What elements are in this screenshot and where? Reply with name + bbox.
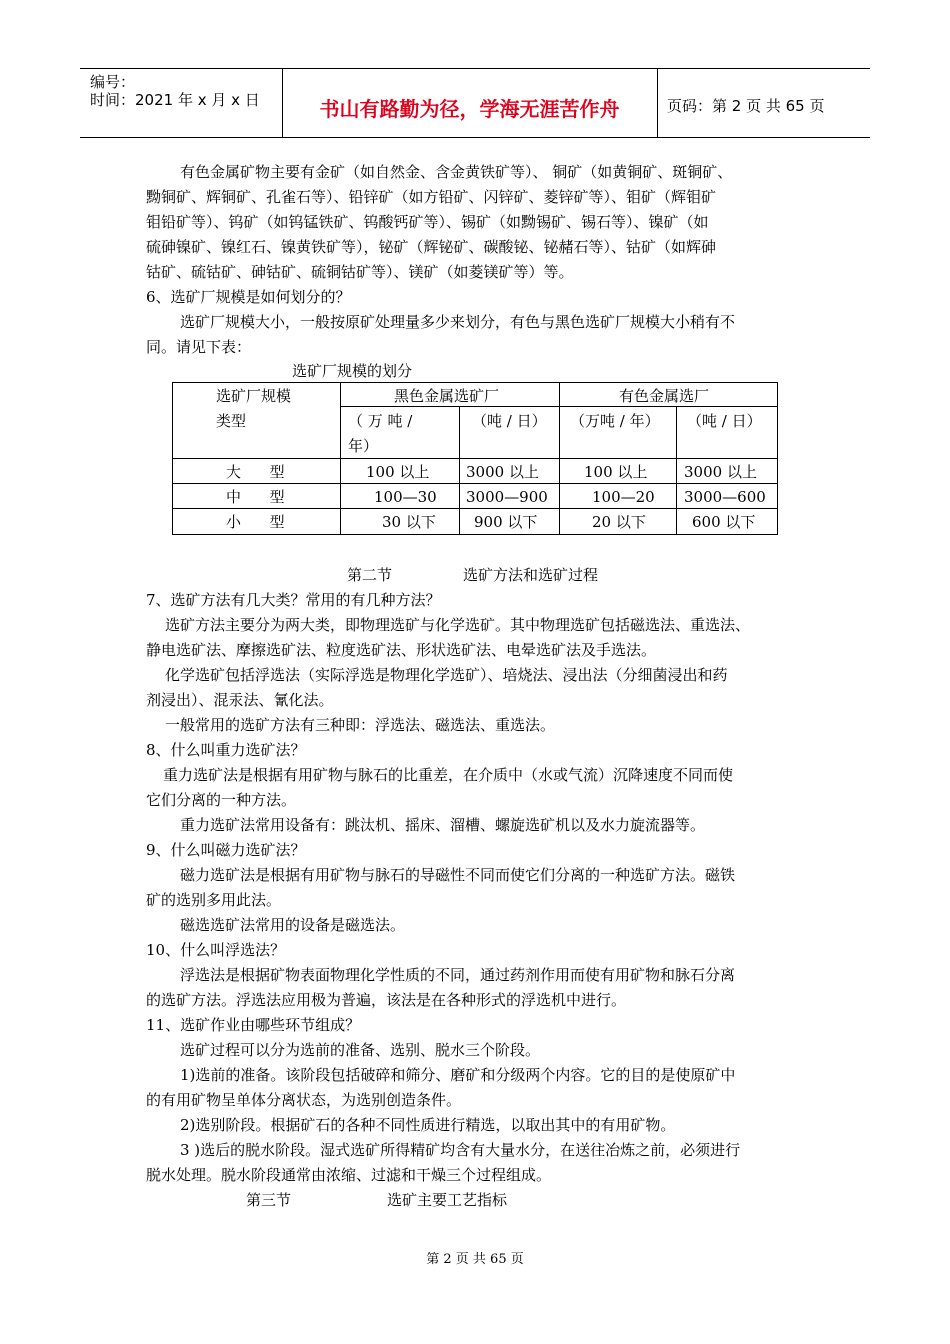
body-line: 硫砷镍矿、镍红石、镍黄铁矿等），铋矿（辉铋矿、碳酸铋、铋赭石等）、钴矿（如辉砷	[146, 238, 717, 256]
table-cell: 600 以下	[692, 513, 756, 531]
header-divider	[657, 69, 658, 137]
body-line: 的选矿方法。浮选法应用极为普遍，该法是在各种形式的浮选机中进行。	[146, 991, 627, 1009]
table-cell: 900 以下	[474, 513, 538, 531]
table-rule	[559, 382, 560, 535]
body-line: 它们分离的一种方法。	[146, 791, 297, 809]
page-header	[80, 68, 870, 138]
body-line: 剂浸出）、混汞法、氰化法。	[146, 691, 334, 709]
body-line: 1)选前的准备。该阶段包括破碎和筛分、磨矿和分级两个内容。它的目的是使原矿中	[180, 1066, 736, 1084]
table-rule	[172, 458, 778, 459]
table-header-type: 选矿厂规模	[216, 387, 292, 405]
body-line: 选矿方法主要分为两大类，即物理选矿与化学选矿。其中物理选矿包括磁选法、重选法、	[165, 616, 751, 634]
body-line: 钼铅矿等）、钨矿（如钨锰铁矿、钨酸钙矿等）、锡矿（如黝锡矿、锡石等）、镍矿（如	[146, 213, 709, 231]
body-line: 矿的选别多用此法。	[146, 891, 282, 909]
question-heading: 11、选矿作业由哪些环节组成？	[146, 1016, 361, 1034]
table-cell-type: 中 型	[226, 488, 285, 506]
body-line: 化学选矿包括浮选法（实际浮选是物理化学选矿）、培烧法、浸出法（分细菌浸出和药	[165, 666, 728, 684]
body-line: 浮选法是根据矿物表面物理化学性质的不同，通过药剂作用而使有用矿物和脉石分离	[180, 966, 736, 984]
table-rule	[172, 534, 778, 535]
table-unit: （ 万 吨 /	[348, 412, 413, 430]
table-unit: 年）	[348, 437, 379, 455]
section-number: 第三节	[246, 1191, 292, 1209]
table-cell: 100 以上	[584, 463, 648, 481]
table-rule	[459, 406, 460, 535]
body-line: 3 )选后的脱水阶段。湿式选矿所得精矿均含有大量水分，在送往冶炼之前，必须进行	[180, 1141, 741, 1159]
doc-time: 时间：2021 年 x 月 x 日	[90, 91, 260, 109]
body-line: 同。请见下表：	[146, 338, 252, 356]
body-line: 重力选矿法是根据有用矿物与脉石的比重差，在介质中（水或气流）沉降速度不同而使	[163, 766, 734, 784]
table-caption: 选矿厂规模的划分	[292, 362, 413, 380]
table-rule	[777, 382, 778, 535]
doc-code-label: 编号：	[90, 73, 136, 91]
question-heading: 6、选矿厂规模是如何划分的？	[146, 288, 351, 306]
header-motto: 书山有路勤为径，学海无涯苦作舟	[319, 97, 620, 121]
body-line: 黝铜矿、辉铜矿、孔雀石等）、铅锌矿（如方铅矿、闪锌矿、菱锌矿等）、钼矿（辉钼矿	[146, 188, 717, 206]
table-header-type: 类型	[216, 412, 247, 430]
body-line: 重力选矿法常用设备有：跳汰机、摇床、溜槽、螺旋选矿机以及水力旋流器等。	[180, 816, 706, 834]
body-line: 的有用矿物呈单体分离状态，为选别创造条件。	[146, 1091, 462, 1109]
header-page-info: 页码：第 2 页 共 65 页	[667, 97, 825, 115]
body-line: 一般常用的选矿方法有三种即：浮选法、磁选法、重选法。	[165, 716, 556, 734]
question-heading: 7、选矿方法有几大类？常用的有几种方法？	[146, 591, 441, 609]
section-number: 第二节	[347, 566, 393, 584]
table-cell: 3000—600	[684, 488, 766, 506]
table-cell-type: 小 型	[226, 513, 285, 531]
page-footer: 第 2 页 共 65 页	[426, 1252, 524, 1267]
table-cell: 100—20	[592, 488, 655, 506]
table-cell: 100—30	[374, 488, 437, 506]
table-rule	[340, 382, 341, 535]
table-unit: （吨 / 日）	[687, 412, 762, 430]
table-rule	[172, 382, 778, 383]
table-cell: 3000 以上	[684, 463, 757, 481]
body-line: 选矿厂规模大小，一般按原矿处理量多少来划分，有色与黑色选矿厂规模大小稍有不	[180, 313, 736, 331]
body-line: 选矿过程可以分为选前的准备、选别、脱水三个阶段。	[180, 1041, 541, 1059]
question-heading: 9、什么叫磁力选矿法？	[146, 841, 306, 859]
table-cell: 3000 以上	[466, 463, 539, 481]
body-line: 钴矿、硫钴矿、砷钴矿、硫铜钴矿等）、镁矿（如菱镁矿等）等。	[146, 263, 574, 281]
table-cell: 100 以上	[366, 463, 430, 481]
table-cell-type: 大 型	[226, 463, 285, 481]
body-line: 磁选选矿法常用的设备是磁选法。	[180, 916, 406, 934]
scale-table	[172, 382, 778, 535]
table-rule	[676, 406, 677, 535]
section-title: 选矿主要工艺指标	[387, 1191, 508, 1209]
table-unit: （万吨 / 年）	[570, 412, 660, 430]
header-meta	[90, 73, 260, 109]
body-line: 脱水处理。脱水阶段通常由浓缩、过滤和干燥三个过程组成。	[146, 1166, 552, 1184]
question-heading: 10、什么叫浮选法？	[146, 941, 286, 959]
table-header-ferrous: 黑色金属选矿厂	[394, 387, 500, 405]
table-rule	[172, 508, 778, 509]
table-cell: 20 以下	[592, 513, 646, 531]
table-unit: （吨 / 日）	[472, 412, 547, 430]
body-line: 有色金属矿物主要有金矿（如自然金、含金黄铁矿等）、 铜矿（如黄铜矿、斑铜矿、	[180, 163, 733, 181]
section-title: 选矿方法和选矿过程	[463, 566, 599, 584]
body-line: 静电选矿法、摩擦选矿法、粒度选矿法、形状选矿法、电晕选矿法及手选法。	[146, 641, 657, 659]
body-line: 2)选别阶段。根据矿石的各种不同性质进行精选，以取出其中的有用矿物。	[180, 1116, 676, 1134]
table-cell: 30 以下	[382, 513, 436, 531]
table-rule	[172, 483, 778, 484]
table-cell: 3000—900	[466, 488, 548, 506]
question-heading: 8、什么叫重力选矿法？	[146, 741, 306, 759]
table-rule	[172, 382, 173, 535]
body-line: 磁力选矿法是根据有用矿物与脉石的导磁性不同而使它们分离的一种选矿方法。磁铁	[180, 866, 736, 884]
table-header-nonferrous: 有色金属选厂	[619, 387, 710, 405]
